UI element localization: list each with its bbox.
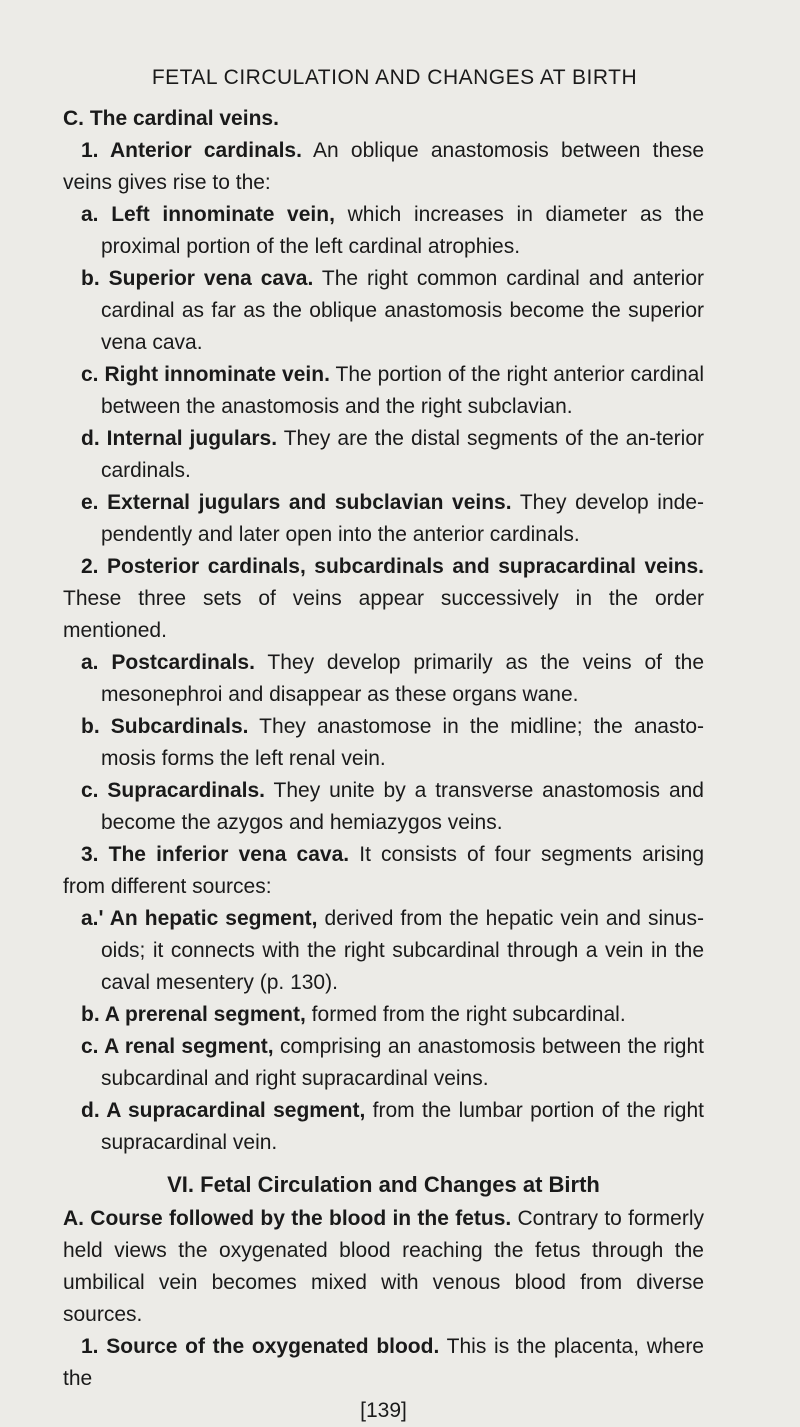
list-item-lead: a. Postcardinals. xyxy=(81,651,255,674)
list-item-lead: a.ʹ An hepatic segment, xyxy=(81,907,318,930)
list-item xyxy=(63,199,704,263)
running-head: FETAL CIRCULATION AND CHANGES AT BIRTH xyxy=(151,66,638,89)
list-item-text: They are the distal segments of the an-terior cardinals. xyxy=(101,427,704,482)
list-item xyxy=(63,263,704,359)
list-item-text: comprising an anastomosis between the right subcardinal and right supracardinal veins. xyxy=(101,1035,704,1090)
list-item-lead: b. Superior vena cava. xyxy=(81,267,314,290)
list-item xyxy=(63,1331,704,1395)
list-item-lead: b. A prerenal segment, xyxy=(81,1003,306,1026)
list-item-text: These three sets of veins appear successively in the order mentioned. xyxy=(63,587,704,642)
list-item xyxy=(63,1203,704,1331)
list-item-lead: b. Subcardinals. xyxy=(81,715,249,738)
list-item-lead: 2. Posterior cardinals, subcardinals and supracardinal veins. xyxy=(81,555,704,578)
list-item xyxy=(63,839,704,903)
list-item-text: This is the placenta, where the xyxy=(63,1335,704,1390)
list-item-lead: e. External jugulars and subclavian veins. xyxy=(81,491,512,514)
list-item xyxy=(63,903,704,999)
list-item-text: It consists of four segments arising from different sources: xyxy=(63,843,704,898)
list-item-lead: d. A supracardinal segment, xyxy=(81,1099,366,1122)
list-item-text: Contrary to formerly held views the oxygenated blood reaching the fetus through the umbilical vein becomes mixed with venous blood from diverse sources. xyxy=(63,1207,704,1326)
list-item-lead: 3. The inferior vena cava. xyxy=(81,843,350,866)
list-item-lead: c. Supracardinals. xyxy=(81,779,265,802)
list-item-text: The right common cardinal and anterior cardinal as far as the oblique anastomosis become the superior vena cava. xyxy=(101,267,704,354)
list-item xyxy=(63,999,704,1031)
list-item-text: The portion of the right anterior cardinal between the anastomosis and the right subclavian. xyxy=(101,363,704,418)
list-item-lead: d. Internal jugulars. xyxy=(81,427,278,450)
section-heading: VI. Fetal Circulation and Changes at Birth xyxy=(167,1172,600,1197)
list-item-lead: A. Course followed by the blood in the fetus. xyxy=(63,1207,512,1230)
subsection-heading-text: C. The cardinal veins. xyxy=(63,107,279,130)
list-item xyxy=(63,775,704,839)
list-item-text: An oblique anastomosis between these veins gives rise to the: xyxy=(63,139,704,194)
list-item-text: from the lumbar portion of the right supracardinal vein. xyxy=(101,1099,704,1154)
list-item xyxy=(63,423,704,487)
list-item-text: formed from the right subcardinal. xyxy=(305,1003,626,1026)
list-item xyxy=(63,647,704,711)
list-item-lead: c. Right innominate vein. xyxy=(81,363,330,386)
list-item-lead: 1. Anterior cardinals. xyxy=(81,139,302,162)
list-item-lead: 1. Source of the oxygenated blood. xyxy=(81,1335,440,1358)
list-item-lead: a. Left innominate vein, xyxy=(81,203,335,226)
list-item-text: They unite by a transverse anastomosis and become the azygos and hemiazygos veins. xyxy=(101,779,704,834)
list-item xyxy=(63,1095,704,1159)
list-item-text: They anastomose in the midline; the anasto-mosis forms the left renal vein. xyxy=(101,715,704,770)
fetal-circulation-list xyxy=(63,1203,704,1395)
cardinal-veins-list xyxy=(63,135,704,1159)
list-item-text: which increases in diameter as the proximal portion of the left cardinal atrophies. xyxy=(101,203,704,258)
list-item xyxy=(63,711,704,775)
list-item xyxy=(63,359,704,423)
list-item-text: They develop inde-pendently and later open into the anterior cardinals. xyxy=(101,491,704,546)
subsection-heading xyxy=(63,103,704,135)
list-item-text: derived from the hepatic vein and sinus-oids; it connects with the right subcardinal through a vein in the caval mesentery (p. 130). xyxy=(101,907,704,994)
list-item xyxy=(63,135,704,199)
list-item-text: They develop primarily as the veins of the mesonephroi and disappear as these organs wane. xyxy=(101,651,705,706)
list-item xyxy=(63,1031,704,1095)
list-item-lead: c. A renal segment, xyxy=(81,1035,274,1058)
page-number: [139] xyxy=(360,1399,407,1422)
list-item xyxy=(63,551,704,647)
list-item xyxy=(63,487,704,551)
